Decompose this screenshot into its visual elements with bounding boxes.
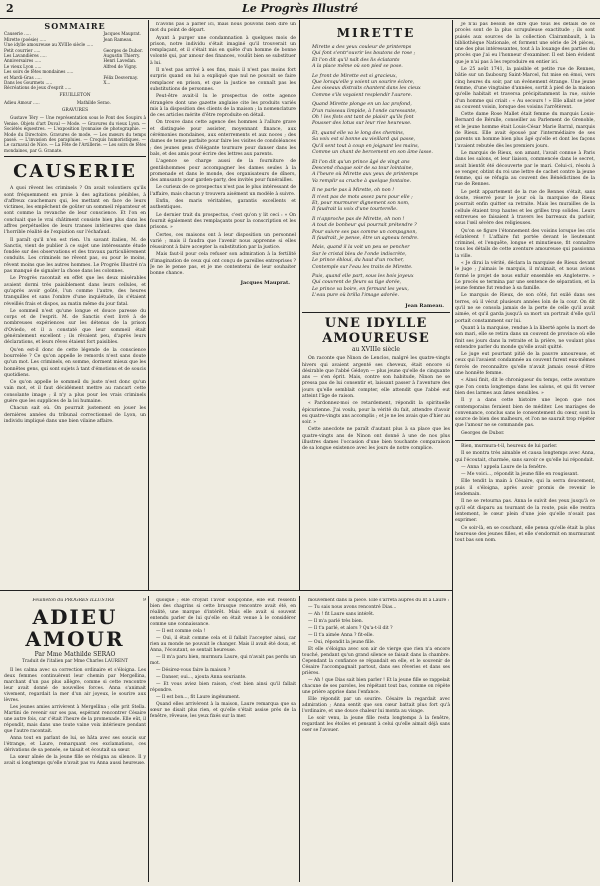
paragraph: Georges de Dubor. [461, 430, 505, 436]
poem-line: Descend chaque soir de sa tour lointaine, [312, 165, 414, 171]
sommaire-author: Henri Lavedan. [103, 58, 137, 64]
paragraph: Enfin, des maris véritables, garantis excellents et authentiques. [150, 199, 296, 211]
sommaire-author [99, 85, 146, 90]
paragraph: Anna tout en parlant de lui, se hâta avec ses soucis sur l'étrange, et Laure, remarquant ces exclamations, ces dérivations de sa pensée, se taisait et écoutait sa sœur. [4, 736, 146, 753]
paragraph: Ce qu'on appelle le sommeil du juste n'est donc qu'un vain mot, et il faut décidément mettre au rancart cette consolante image ; il n'y a plus pour les vrais criminels guère que les supplices de la loi humaine. [4, 380, 146, 404]
poem-line: Il ne parle pas à Mirette, oh non ! [312, 188, 395, 194]
paragraph: — Il m'a parlé très bien. [308, 619, 364, 624]
feuilleton-column-3 [302, 598, 450, 882]
paragraph: Bien, murmura-t-il, heureux de lui parler. [461, 444, 558, 449]
poem-line: Pousser des lotus sur leur rive heureuse. [312, 121, 412, 127]
paragraph: n'avons pas à parler ici, mais nous pouvons bien dire un mot du point de départ. [150, 22, 296, 34]
paragraph: — Il est bon..., fit Laure ingénument. [156, 695, 241, 700]
sommaire-item: Une idylle amoureuse au XVIIIe siècle ..... [4, 42, 94, 48]
sommaire-title: SOMMAIRE [44, 22, 106, 31]
feuilleton-label: FEUILLETON [59, 92, 91, 98]
poem-stanza [312, 217, 450, 243]
idylle-body [302, 356, 450, 452]
paragraph: Le dernier trait du prospectus, c'est qu'on y lit ceci : « On fournit également des remplaçants pour la conscription et les prisons. » [150, 212, 296, 231]
sommaire-feuilleton [4, 100, 146, 105]
mirette-title: MIRETTE [336, 26, 416, 40]
feuilleton-column-2 [150, 598, 296, 882]
paragraph: — Danser, oui..., ajouta Anna souriante. [156, 675, 247, 680]
sommaire-item: Les soirs de fêtes mondaines ..... [4, 69, 74, 75]
paragraph: Le sommeil n'est qu'une longue et douce paresse du corps et de l'esprit. M. de Sanctis s'est livré à de nombreuses expériences sur les détenus de la prison d'Oviedo, et il a constaté que leur sommeil était généralement excellent ; ils rêvaient peu, d'après leurs déclarations, et leurs rêves étaient fort paisibles. [4, 308, 146, 346]
paragraph: Peut-être avait-il lu le prospectus de cette agence étrangère dont une gazette anglaise cite les produits variés mis à la disposition des clients de la maison ; la nomenclature de ces articles mérite d'être reproduite en détail. [150, 94, 296, 119]
feuilleton-body-3 [302, 598, 450, 734]
poem-line: Le prince va boire, en fermant les yeux, [312, 286, 409, 292]
poem-stanza [312, 74, 450, 100]
poem-line: L'eau pure où brilla l'image adorée. [312, 293, 400, 299]
poem-line: Le front de Mirette est si gracieux, [312, 73, 398, 79]
poem-line: Sur le cristal bleu de l'onde indiscrète, [312, 251, 407, 257]
paragraph: Le marquis de Rieux, de son côté, fut exilé dans ses terres, où il vécut plusieurs années loin de la cour. On dit qu'il ne se consola jamais de la perte de celle qu'il avait aimée, et qu'il garda jusqu'à sa mort un portrait d'elle qu'il portait constamment sur lui. [455, 293, 595, 324]
gravures-text: Gustave Téry — Une représentation sous le Pont des Soupirs à Venise. Objets d'art Duval — Mode. — Gravures du vieux Lyon. — Sociétés équestres. — L'exposition lyonnaise de photographie. — Mode du Directoire. Gravures de mode. — Les mœurs du temps passé. — L'invasion des parapluies. — Croquis humoristiques. — Le carnaval de Nice. — La Fête de l'Artillerie. — Les soirs de fêtes mondaines, par G. Granate. [4, 115, 146, 153]
paragraph: On raconte que Ninon de Lenclos, malgré les quatre-vingts hivers qui avaient argenté ses cheveux, était encore si désirable que l'abbé Gédoyn — plus jeune qu'elle de cinquante ans — s'en éprit. Mais, contre son habitude, Ninon ne se pressa pas de lui consentir et, laissant passer à l'aventure des jours qu'elle semblait compter, elle attendit que l'abbé eut atteint l'âge de raison. [302, 356, 450, 399]
sommaire-feuilleton-title: Adieu Amour ..... [4, 100, 40, 106]
sommaire-author: Jacques Mauprat. [103, 31, 141, 37]
paragraph: Elle tendit la main à Césaire, qui la serra doucement, puis il s'éloigna, après avoir promis de revenir le lendemain. [455, 479, 595, 498]
poem-line: Oh ! les flots ont tant de plaisir qu'ils font [312, 115, 414, 121]
poem-line: Et, quand elle va le long des chemins, [312, 130, 405, 136]
feuilleton-title: ADIEU AMOUR [25, 605, 125, 651]
paragraph: Il les calma avec sa correction ordinaire et s'éloigna. Les deux femmes continuèrent leur chemin par Mergellina, marchant d'un pas plus allègre, comme si cette rencontre leur avait donné de nouvelles forces. Anna s'animait vivement, regardait la mer d'un air joyeux, le sourire aux lèvres. [4, 668, 146, 703]
paragraph: Cette anecdote ne paraît d'autant plus à sa place que les quatre-vingts ans de Ninon ont donné à une de nos plus illustres dames l'occasion d'une bien touchante comparaison de sa longue existence avec les jours de notre complice. [302, 427, 450, 452]
paragraph: La sœur aînée de la jeune fille se résigna au silence. Il y avait si longtemps qu'elle n'avait pas vu Anna aussi heureuse. [4, 755, 146, 766]
feuilleton-body-4 [455, 444, 595, 544]
poem-stanza [312, 188, 450, 214]
section-separator [302, 312, 450, 313]
poem-line: Comme s'ils voyaient resplendir l'aurore. [312, 92, 413, 98]
causerie-body [4, 186, 146, 425]
causerie-continuation [150, 22, 296, 278]
paragraph: — Ah ! fit Laure sans intérêt. [308, 612, 375, 617]
paragraph: quoique ; elle croyait l'avoir soupçonné, elle eût ressenti bien des chagrins si cette brusque rencontre avait été, en réalité, une marque d'intérêt. Mais elle avait si souvent entendu parler de lui qu'elle en était venue à le considérer comme une connaissance. [150, 598, 296, 627]
sommaire-author: Alfred de Vigny. [103, 63, 138, 69]
paragraph: Ayant à purger une condamnation à quelques mois de prison, notre individu s'était imaginé qu'il trouverait un remplaçant, et il s'était mis en quête d'un homme de bonne volonté qui, par amour des finances, voulût bien se substituer à lui. [150, 35, 296, 66]
poem-line: Comme un chant de bercement en son âme lasse. [312, 150, 433, 156]
paragraph: Qu'on se figure l'étonnement des voisins lorsque les cris éclatèrent ! L'affaire fut portée devant le lieutenant criminel, et l'enquête, longue et minutieuse, fit connaître tous les détails de cette aventure amoureuse qui passionna la ville. [455, 228, 595, 259]
poem-line: Pour suivre ses pas comme un compagnon, [312, 229, 417, 235]
paragraph: Le 25 août 1741, la paisible et petite rue de Rennes, bâtie sur un faubourg Saint-Marcel, fut mise en émoi, vers cinq heures du soir, par un événement étrange. Une jeune femme, d'une vingtaine d'années, sortit à pied de la maison qu'elle habitait et traversa précipitamment la rue, suivie d'un homme qui criait : « Au secours ! » Elle allait se jeter au couvent voisin, lorsque des voisins l'arrêtèrent. [455, 67, 595, 110]
poem-stanza [312, 131, 450, 157]
paragraph: Le soir venu, la jeune fille resta longtemps à la fenêtre, regardant les étoiles et pensant à celui qu'elle aimait déjà sans oser se l'avouer. [302, 716, 450, 733]
feuilleton-author: Par Mme Mathilde SERAO [34, 651, 116, 658]
paragraph: Mais faut-il pour cela refuser son admiration à la fertilité d'imagination de ceux qui ont conçu de pareilles entreprises ? Je ne le pense pas, et je me contenterai de leur souhaiter bonne chance. [150, 252, 296, 277]
feuilleton-translator: Traduit de l'italien par Mme Charles LAURENT [22, 659, 128, 664]
paragraph: — Désirez-vous faire la maison ? [156, 668, 231, 673]
paragraph: Le marquis de Rieux, son amant, l'avait connue à Paris dans les salons, et leur liaison, commencée dans le secret, avait bientôt été découverte par le mari. Celui-ci, résolu à se venger, obtint du roi une lettre de cachet contre la jeune femme, qui se réfugia au couvent des Bénédictines de la rue de Rennes. [455, 150, 595, 188]
poem-line: Le prince ébloui, du haut d'un rocher, [312, 258, 404, 264]
page-header [0, 0, 600, 18]
poem-line: Il n'est pas de mots assez purs pour elle ; [312, 194, 413, 200]
column-4 [455, 22, 595, 882]
poem-stanza [312, 274, 450, 300]
paragraph: — Il m'a paru bien, murmura Laure, qui n'avait pas perdu un mot. [150, 655, 296, 666]
paragraph: « Ainsi finit, dit le chroniqueur du temps, cette aventure que l'on conta longtemps dans les salons, et qui fit verser bien des larmes aux âmes sensibles. » [455, 378, 595, 396]
paragraph: A quoi rêvent les criminels ? On avait volontiers qu'ils sont fréquemment en proie à des agitations pénibles, à d'affreux cauchemars qui, les mettant en face de leurs victimes, les empêchent de goûter un sommeil réparateur et sont comme la revanche de leur conscience. Et l'on en concluait que le vrai châtiment consiste bien plus dans les affres perpétuelles de leurs transes intérieures que dans l'horrible réalité de l'expiation sur l'échafaud. [4, 186, 146, 236]
mirette-signature: Jean Rameau. [405, 302, 444, 309]
column-divider [299, 20, 300, 590]
column-divider [148, 596, 149, 882]
paragraph: Elle répondit par un sourire. Césaire la regardait avec admiration ; Anna sentit que son cœur battait plus fort qu'à l'ordinaire, et une douce chaleur lui monta au visage. [302, 697, 450, 714]
poem-line: Qui font s'entr'ouvrir les boutons de rose ; [312, 51, 416, 57]
poem-stanza [312, 45, 450, 71]
sommaire-table [4, 31, 146, 90]
header-rule [0, 18, 600, 19]
paragraph: — Me voici..., répondit la jeune fille en rougissant. [461, 472, 579, 478]
poem-line: Et, pour murmurer dignement son nom, [312, 200, 410, 206]
paragraph: Il ne se retourna pas. Anna le suivit des yeux jusqu'à ce qu'il eût disparu au tournant de la route, puis elle rentra lentement, le cœur plein d'une joie qu'elle n'osait pas exprimer. [455, 499, 595, 524]
feuilleton-rule [0, 590, 452, 591]
column-3 [302, 22, 450, 589]
paragraph: — Il est comme cela ! [156, 629, 206, 634]
paragraph: Les jeunes amies arrivèrent à Mergellina ; elle prit Stella. Martini de revenir sur ses pas, espérant rencontrer Césaire une autre fois, car c'était l'heure de la promenade. Elle eût, il répondit, mais dans une toute vaine voix intérieure pendant que l'autre racontait. [4, 705, 146, 734]
paragraph: — Anna ! appela Laure de la fenêtre. [461, 464, 548, 470]
sommaire-author: X... [103, 79, 111, 85]
poem-stanza [312, 102, 450, 128]
poem-line: Qu'il sent tout à coup en joignant les mains, [312, 143, 420, 149]
column-divider [299, 596, 300, 882]
paragraph: — Tu sais nous avons rencontré Dias... [308, 605, 397, 610]
poem-line: D'un ruisseau limpide, à l'onde caressante, [312, 108, 417, 114]
paragraph: Je n'ai pas besoin de dire que tous les détails de ce procès sont de la plus scrupuleuse exactitude ; ils sont puisés aux sources de la collection Clairambault, à la bibliothèque Nationale, et forment une série de 24 pièces, une des plus intéressantes, tout à la louange des parties du procès que j'ai eu l'honneur d'examiner. Il est bien évident que je n'ai pas à les reproduire en entier ici. [455, 22, 595, 65]
gravures-label: GRAVURES [61, 107, 89, 113]
sommaire-item: Récréations de jeux d'esprit ..... [4, 85, 72, 91]
paragraph: Il n'est pas arrivé à ses fins, mais il n'est pas moins fort surpris quand on lui a expliqué que nul ne pouvait se faire remplacer en prison, et que la justice ne connaît pas les substitutions de personnes. [150, 68, 296, 92]
sommaire-author: Georges de Dubor. [103, 47, 143, 53]
sommaire-author: Augustin Thierry. [103, 52, 141, 58]
paragraph: Quant à la marquise, rendue à la liberté après la mort de son mari, elle se retira dans un couvent de province où elle finit ses jours dans la retraite et la prière, ne voulant plus entendre parler du monde qu'elle avait quitté. [455, 325, 595, 350]
sommaire-item: Les Lavandières ..... [4, 52, 47, 58]
column-divider [452, 20, 453, 882]
paragraph: mouvement dans la pièce. Elle s'arrêta auprès du lit à Laure : [308, 598, 450, 603]
poem-stanza [312, 245, 450, 271]
paragraph: Il se montra très aimable et causa longtemps avec Anna, qui l'écoutait, charmée, sans savoir ce qu'elle lui répondait. [455, 451, 595, 463]
poem-line: Il faudrait, je pense, être un agneau tendre. [312, 235, 419, 241]
poem-line: Sa voix est si bonne au vieillard qui passe, [312, 137, 416, 143]
poem-line: Va remplir sa cruche à quelque fontaine. [312, 178, 412, 184]
sommaire-author: Félix Desvernay. [103, 74, 139, 80]
feuilleton-number: 9 [143, 598, 146, 603]
poem-line: Contemple sur l'eau les traits de Mirette. [312, 264, 413, 270]
page-number: 2 [6, 2, 14, 15]
paragraph: Et elle s'éloigna avec son air de vierge que rien n'a encore touché, pendant qu'un grand silence se faisait dans la chambre. Cependant la confiance se répandait en elle, et le souvenir de Césaire l'accompagnait partout, dans ses rêveries et dans ses prières. [302, 647, 450, 676]
poem-line: Les oiseaux distraits chantent dans les cieux [312, 86, 421, 92]
poem-line: A l'heure où Mirette aux yeux de printemps [312, 172, 419, 178]
paragraph: « Pardonnez-moi ce retardement, répondit la spirituelle épicurienne. J'ai voulu, pour la vérité du fait, attendre d'avoir eu quatre-vingts ans accomplis ; et je ne les avais que d'hier au soir. » [302, 401, 450, 426]
causerie-title: CAUSERIE [13, 161, 137, 183]
sommaire-item: Dans les Gourmets ..... [4, 79, 53, 85]
poem-stanza [312, 160, 450, 186]
sommaire-item: Petit courrier ..... [4, 47, 41, 53]
poem-line: Qui couvrent de fleurs sa tige dorée, [312, 280, 402, 286]
poem-line: Il faudrait la voix d'une tourterelle. [312, 207, 398, 213]
feuilleton-body-1 [4, 668, 146, 767]
sommaire-item: Mirette (poésie) ..... [4, 36, 47, 42]
sommaire-item: et Mardi-Gras ..... [4, 74, 42, 80]
paragraph: — Oui, répondit la jeune fille. [308, 640, 376, 645]
poem-line: Mirette a des yeux couleur de printemps [312, 45, 412, 50]
paragraph: « Je dirai la vérité, déclara la marquise de Rieux devant le juge ; j'aimais le marquis, il m'aimait, et nous avions formé le projet de nous enfuir ensemble en Angleterre. » Le procès se termina par une sentence de séparation, et la jeune femme fut rendue à sa famille. [455, 260, 595, 292]
sommaire-item: Le vieux Lyon ..... [4, 63, 42, 69]
paragraph: Le juge eut pourtant pitié de la pauvre amoureuse, et ceux qui l'avaient condamnée au couvent furent eux-mêmes forcés de reconnaître qu'elle n'avait jamais cessé d'être une honnête femme. [455, 352, 595, 377]
paragraph: Le Progrès racontait en effet que les deux misérables avaient dormi très paisiblement dans leurs cellules, et qu'après avoir goûté, l'un comme l'autre, des heures tranquilles et sans l'ombre d'une inquiétude, ils s'étaient réveillés frais et dispos, au matin même du jour fatal. [4, 276, 146, 307]
poem-line: Et l'on dit qu'il naît des lis éclatants [312, 57, 400, 63]
sommaire-author: Jean Rameau. [103, 36, 133, 42]
section-separator [4, 156, 146, 157]
sommaire-row [4, 85, 146, 90]
poem-line: Mais, quand il la voit un peu se pencher [312, 245, 410, 251]
paragraph: Cette dame Rose Mallet était femme du marquis Louis-Bernard de Bérulle, conseiller au Parlement de Grenoble, et le jeune homme était Louis-César Marie Barral, marquis de Rieux. Elle avait épousé par l'intermédiaire de ses parents un homme bien plus âgé qu'elle et dont les façons l'avaient rebutée dès les premiers jours. [455, 112, 595, 149]
paragraph: On trouve dans cette agence des hommes à l'allure grave et distinguée pour assister, moyennant finance, aux cérémonies mondaines, aux enterrements et aux noces ; des dames de tenue parfaite pour faire les visites de condoléances ; des jeunes gens d'élégante tournure pour danser dans les bals, et des amis pour écrire des lettres aux parents. [150, 120, 296, 157]
poem-line: Puis, quand elle part, sous les bois joyeux [312, 274, 414, 279]
mirette-poem [302, 45, 450, 300]
idylle-title: UNE IDYLLE AMOUREUSE [322, 315, 430, 346]
section-separator [455, 440, 595, 441]
paragraph: Qu'en est-il donc de cette légende de la conscience bourrelée ? Ce qu'on appelle le remords n'est sans doute qu'un mot. Les criminels, en somme, dorment mieux que les honnêtes gens, qui sont sujets à tant d'émotions et de soucis quotidiens. [4, 347, 146, 378]
column-divider [148, 20, 149, 590]
paragraph: Le curieux de ce prospectus n'est pas le plus intéressant de l'affaire, mais chacun y trouvera aisément un modèle à suivre. [150, 185, 296, 197]
poem-line: Que lorsqu'elle y voient un sourire éclore, [312, 80, 415, 86]
column-1 [4, 22, 146, 589]
idylle-continuation [455, 22, 595, 437]
paragraph: — Ah ! que Dias sait bien parler ! Et la jeune fille se rappelait chacune de ses paroles, les répétant tout bas, comme on répète une prière apprise dans l'enfance. [302, 678, 450, 695]
paragraph: — Oui, il était comme cela et il fallait l'accepter ainsi, car rien au monde ne pouvait le changer. Mais il avait été doux, et Anna, l'écoutant, se sentait heureuse. [150, 636, 296, 653]
paragraph: Certes, ces maisons ont à leur disposition un personnel varié ; mais il faudra que l'avenir nous apprenne si elles réussiront à faire accepter la substitution par la justice. [150, 232, 296, 251]
paragraph: Il y a dans cette histoire une leçon que nos contemporains feraient bien de méditer. Les mariages de convenance, conclus sans le consentement du cœur, sont la source de bien des malheurs, et l'on ne saurait trop répéter que l'amour ne se commande pas. [455, 398, 595, 429]
feuilleton-header [4, 598, 146, 604]
feuilleton-body-2 [150, 598, 296, 720]
sommaire-item: Causerie ..... [4, 31, 31, 37]
feuilleton-column-1 [4, 598, 146, 882]
paragraph: Quand elles arrivèrent à la maison, Laure remarqua que sa sœur ne disait plus rien, et qu'elle s'était assise près de la fenêtre, rêveuse, les yeux fixés sur la mer. [150, 702, 296, 719]
paragraph: — Il t'a aimée Anna ? fit-elle. [308, 633, 374, 638]
newspaper-title: Le Progrès Illustré [241, 2, 359, 15]
paragraph: — Il t'a parlé, et alors ? Qu'a-t-il dit ? [308, 626, 393, 631]
paragraph: L'agence se charge aussi de la fourniture de gentilshommes pour accompagner les dames seules à la promenade et dans le monde, des organisateurs de dîners, des amusants pour garden-party, des invités pour funérailles. [150, 159, 296, 184]
column-2 [150, 22, 296, 589]
poem-line: A tout de bonheur qui pourrait prétendre ? [312, 223, 417, 229]
causerie-signature: Jacques Mauprat. [240, 279, 290, 286]
paragraph: — Et vous aviez bien raison, c'est bien ainsi qu'il fallait répondre. [150, 682, 296, 693]
feuilleton-source: Feuilleton du PROGRÈS ILLUSTRÉ [32, 598, 115, 603]
paragraph: Ce soir-là, en se couchant, elle pensa qu'elle était la plus heureuse des jeunes filles, et elle s'endormit en murmurant tout bas son nom. [455, 525, 595, 544]
sommaire-item: Anniversaires ..... [4, 58, 42, 64]
idylle-subtitle: au XVIIIe siècle [352, 345, 400, 353]
poem-line: Il n'approche pas de Mirette, oh non ! [312, 216, 405, 222]
paragraph: Chacun sait où. On pourrait justement en jouer les dernières années du tribunal correctionnel de Lyon, un individu impliqué dans une bien vilaine affaire. [4, 406, 146, 424]
sommaire-feuilleton-author: Mathilde Serao. [76, 100, 111, 106]
paragraph: Il paraît qu'il n'en est rien. Un savant italien, M. de Sanctis, vient de publier à ce sujet une intéressante étude fondée sur des observations et des travaux particulièrement conduits. Les criminels ne rêvent pas, ou pour le moins, rêvent moins que les autres hommes. Le Progrès Illustré n'a pas manqué de signaler la chose dans les colonnes. [4, 237, 146, 275]
poem-line: Quand Mirette plonge en un lac profond, [312, 102, 412, 108]
poem-line: A la place même où son pied se pose. [312, 64, 403, 70]
paragraph: Le petit appartement de la rue de Rennes s'était, sans doute, réservé pour le jour où la marquise de Rieux pourrait enfin quitter sa retraite. Mais les murailles de la cellule étaient trop hautes et les grilles trop solides. Leurs entrevues se faisaient à travers les barreaux du parloir, sous l'œil sévère des religieuses. [455, 189, 595, 227]
poem-line: Et l'on dit qu'un prince âgé de vingt ans [312, 159, 410, 165]
